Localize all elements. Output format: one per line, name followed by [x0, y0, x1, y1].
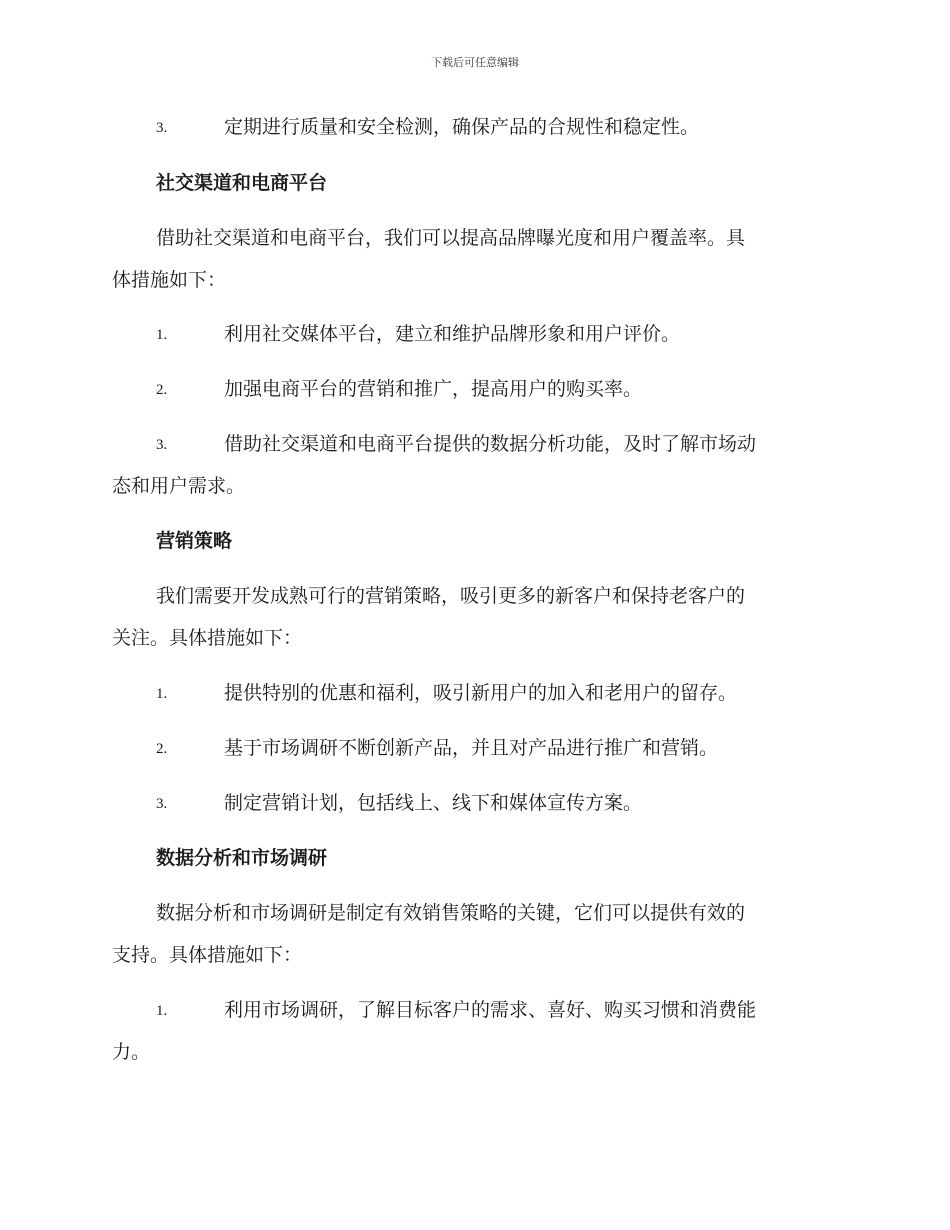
list-item-text: 提供特别的优惠和福利，吸引新用户的加入和老用户的留存。 — [224, 682, 738, 704]
list-item-text-continued: 力。 — [112, 1041, 151, 1063]
page-header: 下载后可任意编辑 — [431, 56, 519, 69]
paragraph-line: 数据分析和市场调研是制定有效销售策略的关键，它们可以提供有效的 — [156, 902, 746, 924]
list-item-text: 利用市场调研，了解目标客户的需求、喜好、购买习惯和消费能 — [224, 999, 757, 1021]
section-heading-data-analysis: 数据分析和市场调研 — [156, 847, 328, 869]
list-item-number: 2. — [156, 382, 168, 398]
list-item-number: 3. — [156, 120, 168, 136]
list-item-text-continued: 态和用户需求。 — [112, 475, 246, 497]
paragraph-line: 体措施如下： — [112, 269, 227, 291]
paragraph-line: 借助社交渠道和电商平台，我们可以提高品牌曝光度和用户覆盖率。具 — [156, 227, 746, 249]
list-item-text: 加强电商平台的营销和推广，提高用户的购买率。 — [224, 378, 643, 400]
list-item-text: 定期进行质量和安全检测，确保产品的合规性和稳定性。 — [224, 116, 700, 138]
list-item-text: 制定营销计划，包括线上、线下和媒体宣传方案。 — [224, 792, 643, 814]
list-item-number: 3. — [156, 796, 168, 812]
section-heading-marketing: 营销策略 — [156, 530, 233, 552]
list-item-number: 1. — [156, 1003, 168, 1019]
list-item-number: 3. — [156, 437, 168, 453]
paragraph-line: 关注。具体措施如下： — [112, 627, 303, 649]
paragraph-line: 我们需要开发成熟可行的营销策略，吸引更多的新客户和保持老客户的 — [156, 585, 746, 607]
list-item-text: 利用社交媒体平台，建立和维护品牌形象和用户评价。 — [224, 323, 681, 345]
list-item-text: 借助社交渠道和电商平台提供的数据分析功能，及时了解市场动 — [224, 433, 757, 455]
list-item-number: 2. — [156, 741, 168, 757]
section-heading-social: 社交渠道和电商平台 — [156, 172, 328, 194]
list-item-number: 1. — [156, 686, 168, 702]
list-item-text: 基于市场调研不断创新产品，并且对产品进行推广和营销。 — [224, 737, 719, 759]
paragraph-line: 支持。具体措施如下： — [112, 944, 303, 966]
list-item-number: 1. — [156, 327, 168, 343]
